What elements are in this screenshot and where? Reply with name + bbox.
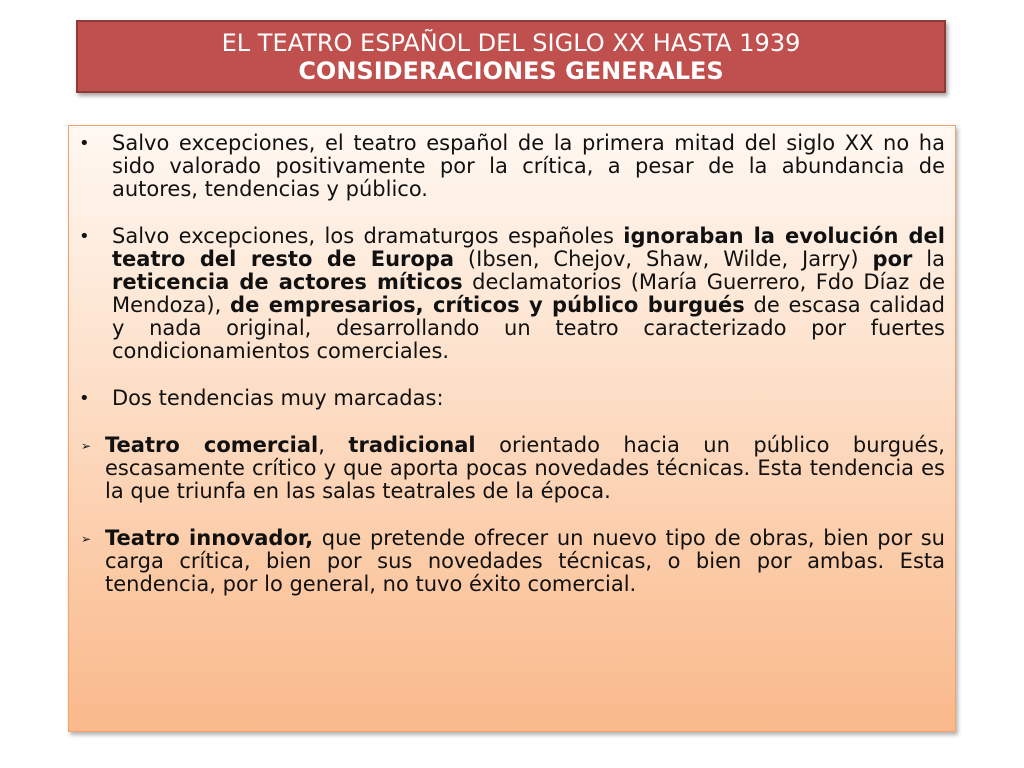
bullet-text-2 — [112, 225, 945, 363]
arrow-bullet-icon: ➢ — [81, 439, 92, 453]
text-segment: que pretende ofrecer un nuevo tipo de obras, bien por su carga crítica, bien por sus novedades técnicas, o bien por ambas. Esta tendencia, por lo general, no tuvo éxito comercial. — [105, 526, 945, 596]
bullet-item-2 — [79, 225, 945, 363]
text-segment: Salvo excepciones, el teatro español de la primera mitad del siglo XX no ha sido valorado positivamente por la crítica, a pesar de la abundancia de autores, tendencias y público. — [112, 131, 945, 201]
content-panel — [68, 125, 956, 732]
text-segment: Salvo excepciones, los dramaturgos españoles — [112, 224, 624, 248]
text-segment: (Ibsen, Chejov, Shaw, Wilde, Jarry) — [454, 247, 873, 271]
bullet-item-3 — [79, 387, 945, 410]
text-segment: , — [318, 433, 349, 457]
text-segment-bold: Teatro comercial — [105, 433, 319, 457]
arrow-item-1 — [79, 434, 945, 503]
text-segment-bold: tradicional — [348, 433, 476, 457]
bullet-marker: • — [79, 133, 90, 154]
text-segment-bold: Teatro innovador, — [105, 526, 314, 550]
text-segment: de escasa calidad y nada original, desarrollando un teatro caracterizado por fuertes condicionamientos comerciales. — [112, 293, 945, 363]
slide-title: EL TEATRO ESPAÑOL DEL SIGLO XX HASTA 1939 — [221, 28, 801, 57]
bullet-marker: • — [79, 226, 90, 247]
arrow-text-1 — [105, 434, 945, 503]
arrow-bullet-icon: ➢ — [81, 532, 92, 546]
bullet-marker: • — [79, 388, 90, 409]
text-segment: declamatorios (María Guerrero, Fdo Díaz de Mendoza), — [112, 270, 945, 317]
slide-title-box — [76, 20, 946, 93]
text-segment-bold: ignoraban la evolución del teatro del resto de Europa — [112, 224, 945, 271]
text-segment: la — [912, 247, 945, 271]
text-segment-bold: de empresarios, críticos y público burgués — [230, 293, 745, 317]
text-segment: orientado hacia un público burgués, escasamente crítico y que aporta pocas novedades técnicas. Esta tendencia es la que triunfa en las salas teatrales de la época. — [105, 433, 945, 503]
text-segment: Dos tendencias muy marcadas: — [112, 386, 444, 410]
arrow-item-2 — [79, 527, 945, 596]
bullet-text-3 — [112, 387, 945, 410]
bullet-text-1 — [112, 132, 945, 201]
slide-subtitle: CONSIDERACIONES GENERALES — [298, 56, 724, 85]
text-segment-bold: por — [872, 247, 913, 271]
arrow-text-2 — [105, 527, 945, 596]
bullet-item-1 — [79, 132, 945, 201]
text-segment-bold: reticencia de actores míticos — [112, 270, 463, 294]
